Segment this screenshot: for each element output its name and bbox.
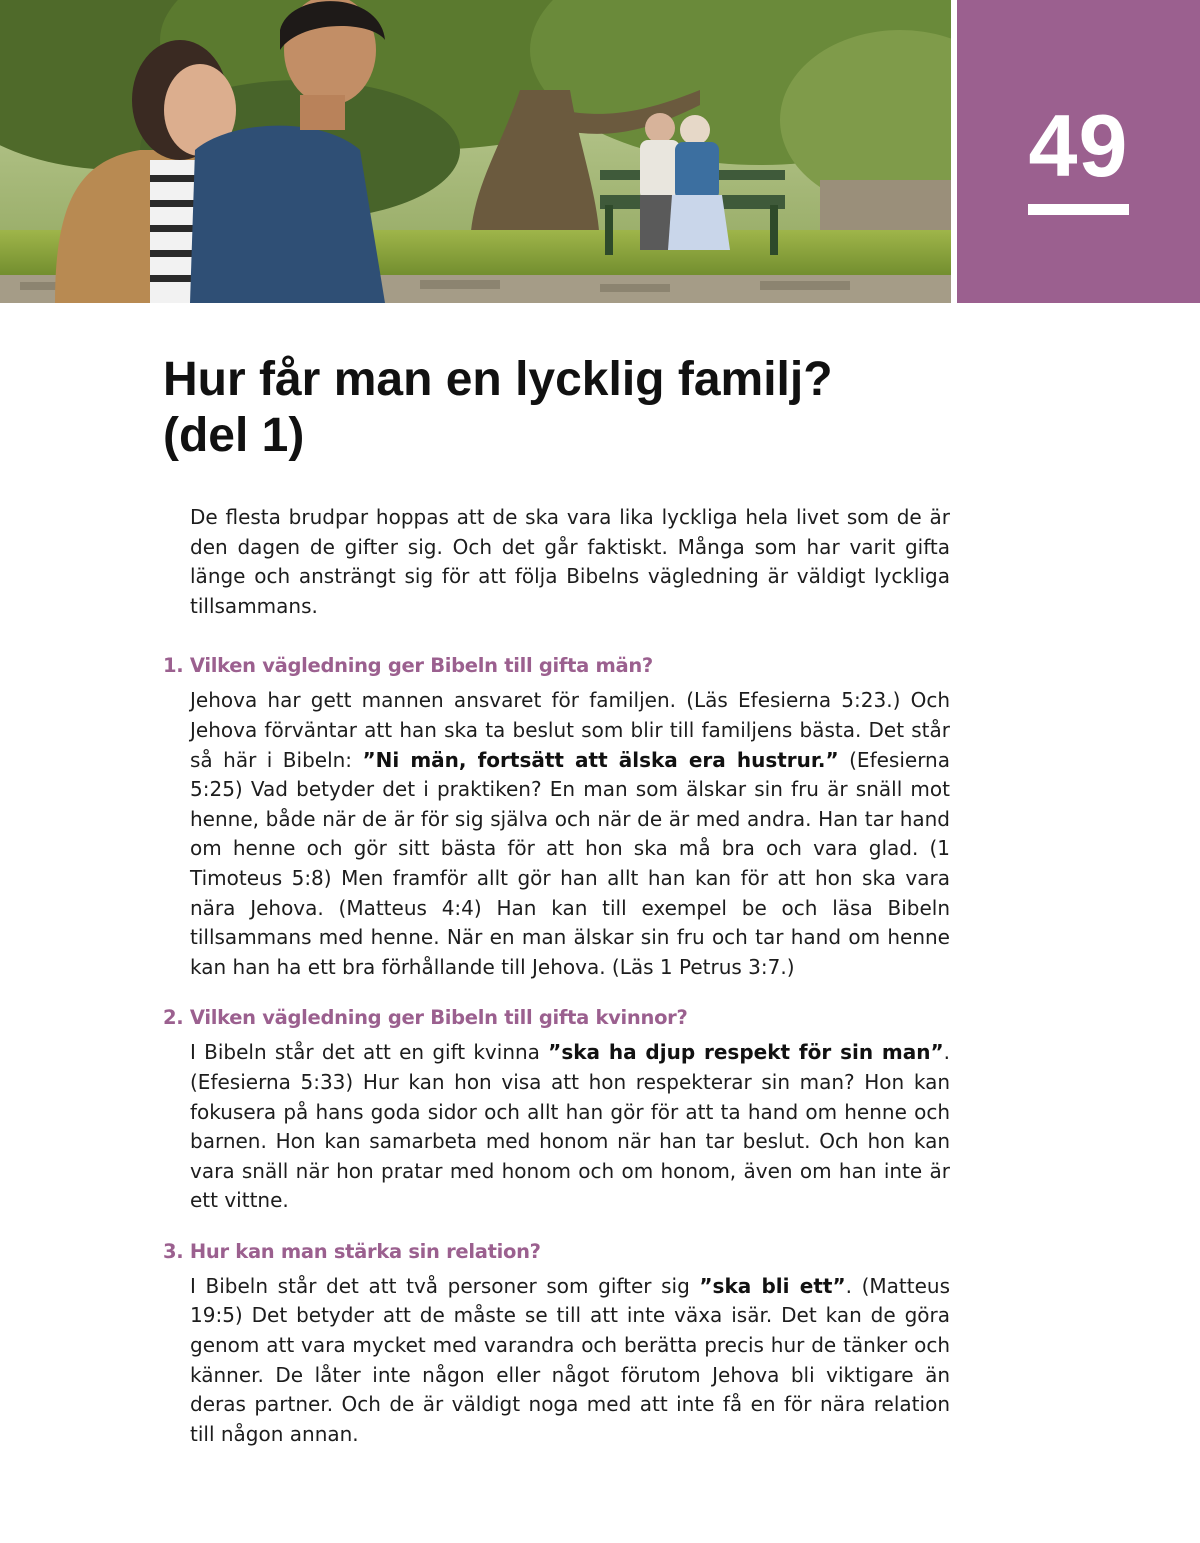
section-3 [163,1237,951,1450]
bold-quote: ”Ni män, fortsätt att älska era hustrur.” [362,747,839,772]
bold-quote: ”ska ha djup respekt för sin man” [548,1040,944,1065]
bold-quote: ”ska bli ett” [699,1273,846,1298]
photo-couple-in-park-icon [0,0,951,303]
lesson-content [163,503,951,1470]
lesson-number: 49 [1028,96,1129,195]
lesson-number-underline [1028,204,1129,215]
intro-paragraph: De flesta brudpar hoppas att de ska vara lika lyckliga hela livet som de är den dagen de gifter sig. Och det går faktiskt. Många som har varit gifta länge och ansträngt sig för att följa Bibelns vägledning är väldigt lyckliga tillsammans. [190,505,950,618]
section-paragraph [190,686,950,982]
section-2 [163,1003,951,1216]
paragraph-text: . (Matteus 19:5) Det betyder att de måste se till att inte växa isär. Det kan de göra genom att vara mycket med varandra och berätta precis hur de tänker och känner. De låter inte någon eller något förutom Jehova bli viktigare än deras partner. Och de är väldigt noga med att inte få en för nära relation till någon annan. [190,1273,950,1446]
paragraph-text: . (Efesierna 5:33) Hur kan hon visa att hon respekterar sin man? Hon kan fokusera på hans goda sidor och allt han gör för att ta hand om henne och barnen. Hon kan samarbeta med honom när han tar beslut. Och hon kan vara snäll när hon pratar med honom och om honom, även om han inte är ett vittne. [190,1040,950,1213]
paragraph-text: I Bibeln står det att två personer som gifter sig [190,1273,700,1298]
section-1 [163,651,951,982]
section-heading: 2. Vilken vägledning ger Bibeln till gifta kvinnor? [163,1006,688,1030]
section-heading: 1. Vilken vägledning ger Bibeln till gifta män? [163,654,653,678]
section-paragraph [190,1272,950,1450]
page-title [163,352,983,464]
section-paragraph [190,1038,950,1216]
lesson-number-block [957,0,1200,303]
section-heading: 3. Hur kan man stärka sin relation? [163,1239,541,1263]
page-title-line-1: Hur får man en lycklig familj? [163,353,833,406]
hero-photo [0,0,951,303]
paragraph-text: (Efesierna 5:25) Vad betyder det i praktiken? En man som älskar sin fru är snäll mot henne, både när de är för sig själva och när de är med andra. Han tar hand om henne och gör sitt bästa för att hon ska må bra och vara glad. (1 Timoteus 5:8) Men framför allt gör han allt han kan för att hon ska vara nära Jehova. (Matteus 4:4) Han kan till exempel be och läsa Bibeln tillsammans med henne. När en man älskar sin fru och tar hand om henne kan han ha ett bra förhållande till Jehova. (Läs 1 Petrus 3:7.) [190,747,950,979]
paragraph-text: I Bibeln står det att en gift kvinna [190,1040,549,1065]
page-title-line-2: (del 1) [163,409,305,462]
paragraph-text: Jehova har gett mannen ansvaret för familjen. (Läs Efesierna 5:23.) Och Jehova förväntar att han ska ta beslut som blir till familjens bästa. Det står så här i Bibeln: [190,688,950,772]
